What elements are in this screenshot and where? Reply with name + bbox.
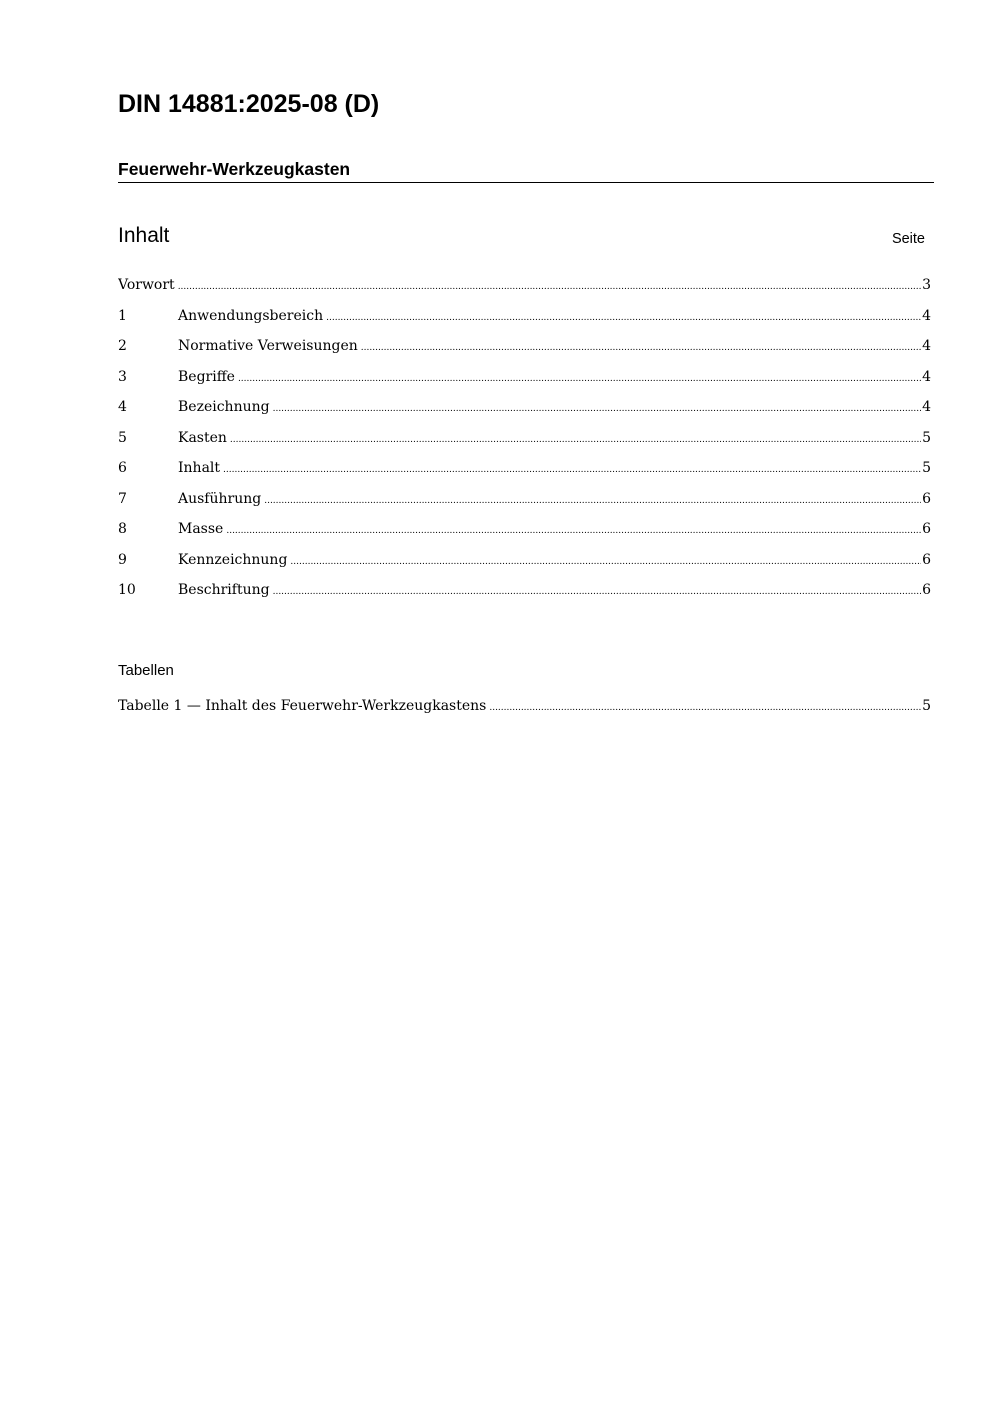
toc-entry-vorwort[interactable]	[118, 277, 931, 308]
toc-entry-title: Kasten	[178, 429, 227, 446]
toc-entry-title: Begriffe	[178, 368, 235, 385]
toc-entry-10[interactable]	[118, 582, 931, 613]
dot-leader	[290, 558, 921, 567]
table-entry-page: 5	[922, 698, 931, 714]
toc-entry-2[interactable]	[118, 338, 931, 369]
dot-leader	[264, 497, 921, 506]
title-divider	[118, 182, 934, 183]
toc-entry-number: 1	[118, 307, 127, 324]
toc-entry-page: 4	[922, 307, 931, 324]
dot-leader	[226, 527, 921, 536]
toc-entry-3[interactable]	[118, 369, 931, 400]
toc-entry-number: 8	[118, 521, 127, 537]
dot-leader	[273, 405, 921, 414]
toc-entry-number: 4	[118, 399, 127, 415]
toc-entry-page: 5	[922, 429, 931, 446]
toc-entry-number: 6	[118, 460, 127, 476]
dot-leader	[178, 283, 921, 292]
toc-entry-title: Ausführung	[178, 490, 262, 507]
tables-heading: Tabellen	[118, 662, 174, 679]
dot-leader	[273, 588, 921, 597]
toc-entry-number: 5	[118, 429, 127, 446]
toc-entry-title: Bezeichnung	[178, 399, 270, 415]
toc-entry-title: Masse	[178, 521, 224, 537]
document-subtitle: Feuerwehr-Werkzeugkasten	[118, 159, 351, 179]
toc-entry-page: 5	[922, 460, 931, 476]
table-entry-title: Tabelle 1 — Inhalt des Feuerwehr-Werkzeugkastens	[118, 698, 487, 714]
toc-entry-title: Normative Verweisungen	[178, 338, 358, 354]
toc-entry-number: 10	[118, 582, 136, 598]
toc-entry-page: 3	[922, 277, 931, 293]
toc-entry-5[interactable]	[118, 430, 931, 461]
document-title: DIN 14881:2025-08 (D)	[118, 90, 380, 118]
dot-leader	[238, 375, 921, 384]
table-entry-1[interactable]	[118, 698, 931, 729]
toc-entry-8[interactable]	[118, 521, 931, 552]
tables-list	[118, 698, 931, 729]
toc-entry-title: Beschriftung	[178, 582, 270, 598]
toc-entry-number: 7	[118, 490, 127, 507]
dot-leader	[230, 436, 921, 445]
toc-entry-title: Kennzeichnung	[178, 551, 288, 568]
dot-leader	[326, 314, 921, 323]
toc-entry-title: Vorwort	[118, 277, 175, 293]
dot-leader	[223, 466, 921, 475]
toc-entry-page: 6	[922, 582, 931, 598]
dot-leader	[361, 344, 921, 353]
dot-leader	[489, 704, 921, 713]
toc-entry-7[interactable]	[118, 491, 931, 522]
toc-list	[118, 277, 931, 613]
toc-entry-title: Inhalt	[178, 460, 221, 476]
toc-entry-9[interactable]	[118, 552, 931, 583]
toc-entry-number: 9	[118, 551, 127, 568]
toc-entry-page: 4	[922, 368, 931, 385]
toc-entry-page: 6	[922, 490, 931, 507]
toc-entry-page: 4	[922, 338, 931, 354]
page-column-label: Seite	[891, 231, 925, 247]
toc-entry-4[interactable]	[118, 399, 931, 430]
toc-entry-title: Anwendungsbereich	[178, 307, 324, 324]
toc-entry-6[interactable]	[118, 460, 931, 491]
toc-entry-number: 2	[118, 338, 127, 354]
toc-entry-page: 4	[922, 399, 931, 415]
toc-entry-number: 3	[118, 368, 127, 385]
toc-entry-page: 6	[922, 551, 931, 568]
toc-entry-1[interactable]	[118, 308, 931, 339]
toc-heading: Inhalt	[118, 224, 170, 247]
toc-entry-page: 6	[922, 521, 931, 537]
